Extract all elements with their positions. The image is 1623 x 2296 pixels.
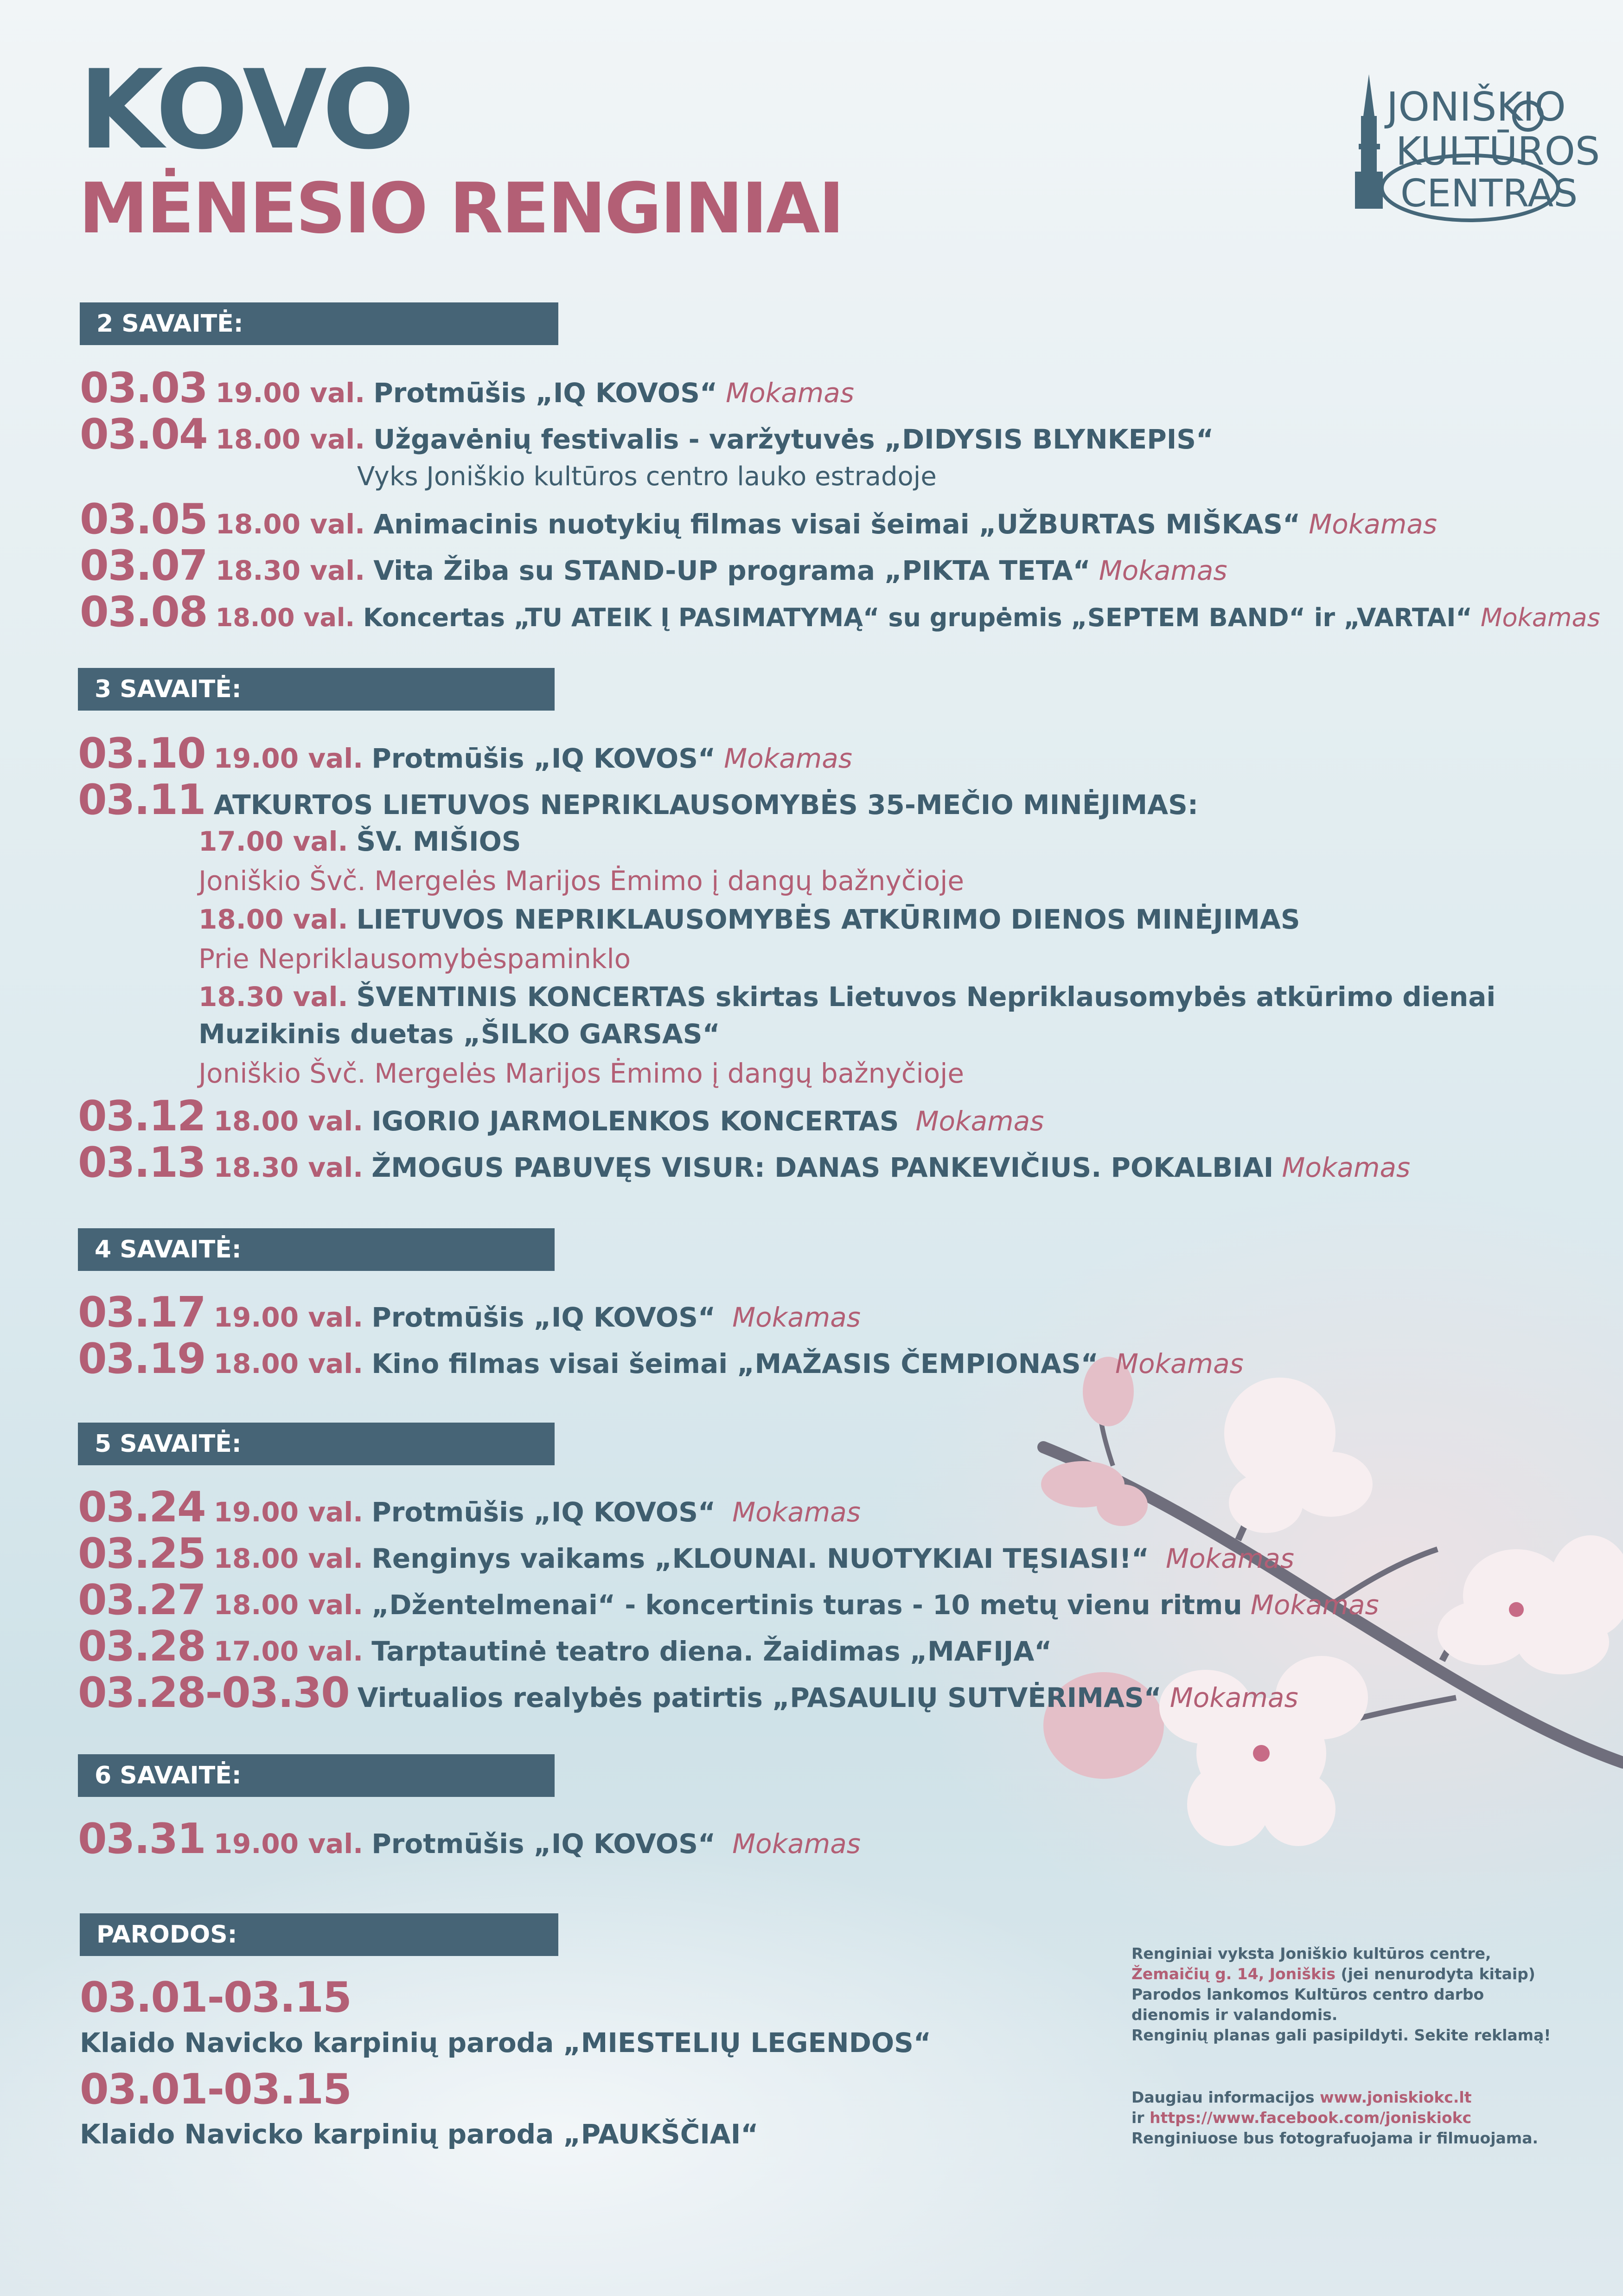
event-row: 03.31 19.00 val. Protmūšis „IQ KOVOS“ Mokamas <box>78 1815 861 1863</box>
exhibition-date: 03.01-03.15 <box>80 1973 351 2022</box>
sub-event-row: 17.00 val. ŠV. MIŠIOS <box>198 826 521 857</box>
sub-event-location: Joniškio Švč. Mergelės Marijos Ėmimo į dangų bažnyčioje <box>198 865 965 897</box>
sub-event-detail: Muzikinis duetas „ŠILKO GARSAS“ <box>198 1018 720 1050</box>
event-row: 03.04 18.00 val. Užgavėnių festivalis - varžytuvės „DIDYSIS BLYNKEPIS“ <box>80 410 1214 459</box>
event-row: 03.28 17.00 val. Tarptautinė teatro diena. Žaidimas „MAFIJA“ <box>78 1622 1052 1671</box>
event-row: 03.03 19.00 val. Protmūšis „IQ KOVOS“ Mokamas <box>80 364 855 412</box>
website-link[interactable]: www.joniskiokc.lt <box>1320 2088 1472 2106</box>
event-row: 03.08 18.00 val. Koncertas „TU ATEIK Į PASIMATYMĄ“ su grupėmis „SEPTEM BAND“ ir „VARTAI“ Mokamas <box>80 588 1600 636</box>
sub-event-row: 18.00 val. LIETUVOS NEPRIKLAUSOMYBĖS ATKŪRIMO DIENOS MINĖJIMAS <box>198 904 1300 935</box>
svg-text:JONIŠKIO: JONIŠKIO <box>1387 84 1566 130</box>
week-3-header: 3 SAVAITĖ: <box>78 668 555 711</box>
event-row: 03.17 19.00 val. Protmūšis „IQ KOVOS“ Mokamas <box>78 1288 861 1337</box>
sub-event-location: Joniškio Švč. Mergelės Marijos Ėmimo į dangų bažnyčioje <box>198 1058 965 1089</box>
week-5-header: 5 SAVAITĖ: <box>78 1423 555 1465</box>
exhibition-date: 03.01-03.15 <box>80 2065 351 2114</box>
venue-info: Renginiai vyksta Joniškio kultūros centre, Žemaičių g. 14, Joniškis (jei nenurodyta kitaip) Parodos lankomos Kultūros centro darbo dienomis ir valandomis. Renginių planas gali pasipildyti. Sekite reklamą! <box>1131 1944 1551 2044</box>
svg-text:CENTRAS: CENTRAS <box>1400 172 1578 216</box>
event-row: 03.24 19.00 val. Protmūšis „IQ KOVOS“ Mokamas <box>78 1483 861 1532</box>
exhibition-title: Klaido Navicko karpinių paroda „PAUKŠČIAI“ <box>80 2118 759 2150</box>
event-row: 03.07 18.30 val. Vita Žiba su STAND-UP programa „PIKTA TETA“ Mokamas <box>80 541 1227 590</box>
event-row: 03.10 19.00 val. Protmūšis „IQ KOVOS“ Mokamas <box>78 729 853 778</box>
event-row: 03.05 18.00 val. Animacinis nuotykių filmas visai šeimai „UŽBURTAS MIŠKAS“ Mokamas <box>80 495 1438 544</box>
cherry-blossom-illustration <box>997 1345 1623 1902</box>
svg-text:KULTŪROS: KULTŪROS <box>1396 128 1600 174</box>
event-row: 03.13 18.30 val. ŽMOGUS PABUVĘS VISUR: DANAS PANKEVIČIUS. POKALBIAI Mokamas <box>78 1138 1411 1187</box>
event-location-note: Vyks Joniškio kultūros centro lauko estradoje <box>357 462 937 492</box>
event-row: 03.11 ATKURTOS LIETUVOS NEPRIKLAUSOMYBĖS 35-MEČIO MINĖJIMAS: <box>78 776 1199 824</box>
facebook-link[interactable]: https://www.facebook.com/joniskiokc <box>1150 2109 1472 2127</box>
event-row: 03.12 18.00 val. IGORIO JARMOLENKOS KONCERTAS Mokamas <box>78 1092 1044 1141</box>
week-4-header: 4 SAVAITĖ: <box>78 1228 555 1271</box>
week-6-header: 6 SAVAITĖ: <box>78 1754 555 1797</box>
month-title: KOVO <box>79 47 412 173</box>
kulturos-centras-logo <box>1345 65 1600 232</box>
page-subtitle: MĖNESIO RENGINIAI <box>79 168 843 249</box>
week-2-header: 2 SAVAITĖ: <box>80 302 558 345</box>
contact-info: Daugiau informacijos www.joniskiokc.lt ir https://www.facebook.com/joniskiokc Renginiuose bus fotografuojama ir filmuojama. <box>1131 2088 1538 2147</box>
sub-event-row: 18.30 val. ŠVENTINIS KONCERTAS skirtas Lietuvos Nepriklausomybės atkūrimo dienai <box>198 981 1496 1013</box>
event-row: 03.28-03.30 Virtualios realybės patirtis „PASAULIŲ SUTVĖRIMAS“ Mokamas <box>78 1668 1298 1717</box>
event-row: 03.25 18.00 val. Renginys vaikams „KLOUNAI. NUOTYKIAI TĘSIASI!“ Mokamas <box>78 1529 1294 1578</box>
sub-event-location: Prie Nepriklausomybėspaminklo <box>198 943 631 975</box>
event-row: 03.19 18.00 val. Kino filmas visai šeimai „MAŽASIS ČEMPIONAS“ Mokamas <box>78 1334 1244 1383</box>
exhibition-title: Klaido Navicko karpinių paroda „MIESTELIŲ LEGENDOS“ <box>80 2027 932 2059</box>
event-row: 03.27 18.00 val. „Džentelmenai“ - koncertinis turas - 10 metų vienu ritmu Mokamas <box>78 1576 1379 1624</box>
exhibitions-header: PARODOS: <box>80 1913 558 1956</box>
